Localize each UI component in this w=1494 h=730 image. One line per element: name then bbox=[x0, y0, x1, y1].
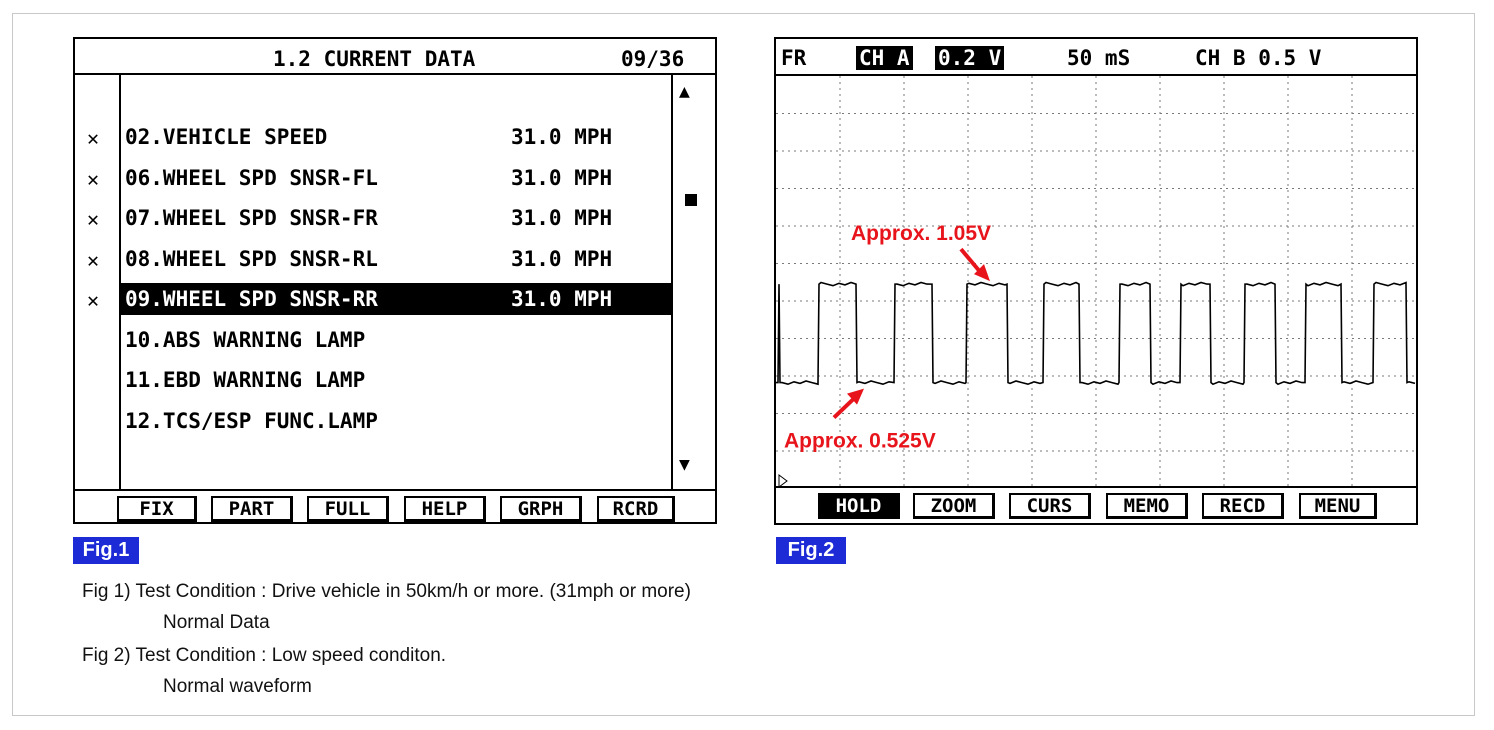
scroll-up-icon[interactable]: ▲ bbox=[679, 81, 690, 102]
cross-icon: ✕ bbox=[87, 207, 100, 231]
cross-icon: ✕ bbox=[87, 126, 100, 150]
recd-button[interactable]: RECD bbox=[1202, 493, 1284, 519]
zoom-button[interactable]: ZOOM bbox=[913, 493, 995, 519]
list-item[interactable] bbox=[87, 283, 671, 315]
item-label: 11.EBD WARNING LAMP bbox=[125, 368, 366, 392]
item-value: 31.0 MPH bbox=[511, 287, 613, 311]
item-label: 06.WHEEL SPD SNSR-FL bbox=[125, 165, 378, 190]
ch-b-label: CH B 0.5 V bbox=[1195, 46, 1322, 70]
item-label: 08.WHEEL SPD SNSR-RL bbox=[125, 246, 378, 271]
panel-header bbox=[75, 39, 715, 75]
timebase-label: 50 mS bbox=[1067, 46, 1131, 70]
screen-title: 1.2 CURRENT DATA bbox=[273, 47, 476, 71]
cross-icon: ✕ bbox=[87, 166, 100, 191]
scroll-thumb[interactable] bbox=[685, 194, 697, 206]
wheel-position-label: FR bbox=[781, 46, 807, 70]
item-label: 10.ABS WARNING LAMP bbox=[125, 327, 366, 352]
item-value: 31.0 MPH bbox=[511, 246, 613, 271]
item-value: 31.0 MPH bbox=[511, 125, 613, 149]
scope-function-bar bbox=[776, 486, 1416, 525]
list-item[interactable] bbox=[121, 324, 671, 356]
item-label: 02.VEHICLE SPEED bbox=[125, 125, 328, 149]
caption-fig2-result: Normal waveform bbox=[163, 676, 312, 697]
data-list bbox=[87, 75, 671, 489]
caption-fig2-condition: Fig 2) Test Condition : Low speed conditon. bbox=[82, 645, 447, 666]
ch-a-label: CH A bbox=[856, 46, 913, 70]
waveform-plot bbox=[776, 76, 1416, 486]
item-value: 31.0 MPH bbox=[511, 206, 613, 230]
scroll-down-icon[interactable]: ▼ bbox=[679, 454, 690, 475]
hold-button[interactable]: HOLD bbox=[818, 493, 900, 519]
memo-button[interactable]: MEMO bbox=[1106, 493, 1188, 519]
waveform-trace bbox=[776, 283, 1415, 385]
item-label: 09.WHEEL SPD SNSR-RR bbox=[125, 287, 378, 311]
help-button[interactable]: HELP bbox=[404, 496, 486, 522]
part-button[interactable]: PART bbox=[211, 496, 293, 522]
list-item[interactable] bbox=[87, 121, 671, 153]
rcrd-button[interactable]: RCRD bbox=[597, 496, 675, 522]
menu-button[interactable]: MENU bbox=[1299, 493, 1377, 519]
scope-header bbox=[776, 39, 1416, 76]
fig1-tag: Fig.1 bbox=[73, 537, 139, 564]
caption-fig1-condition: Fig 1) Test Condition : Drive vehicle in 50km/h or more. (31mph or more) bbox=[82, 581, 691, 602]
annotation-low-voltage: Approx. 0.525V bbox=[784, 429, 936, 453]
full-button[interactable]: FULL bbox=[307, 496, 389, 522]
item-value: 31.0 MPH bbox=[511, 165, 613, 190]
fix-button[interactable]: FIX bbox=[117, 496, 197, 522]
list-item[interactable] bbox=[121, 364, 671, 396]
scrollbar-divider bbox=[671, 75, 673, 489]
ground-marker-icon bbox=[779, 475, 787, 486]
cross-icon: ✕ bbox=[87, 288, 100, 312]
item-label: 07.WHEEL SPD SNSR-FR bbox=[125, 206, 378, 230]
caption-fig1-result: Normal Data bbox=[163, 612, 270, 633]
curs-button[interactable]: CURS bbox=[1009, 493, 1091, 519]
grph-button[interactable]: GRPH bbox=[500, 496, 582, 522]
fig2-tag: Fig.2 bbox=[776, 537, 846, 564]
list-item[interactable] bbox=[87, 243, 671, 275]
list-item[interactable] bbox=[87, 162, 671, 194]
item-label: 12.TCS/ESP FUNC.LAMP bbox=[125, 408, 378, 433]
oscilloscope-panel bbox=[774, 37, 1418, 525]
scanner-current-data-panel bbox=[73, 37, 717, 524]
page-indicator: 09/36 bbox=[621, 47, 685, 71]
ch-a-scale: 0.2 V bbox=[935, 46, 1004, 70]
list-item[interactable] bbox=[87, 202, 671, 234]
list-item[interactable] bbox=[121, 405, 671, 437]
annotation-high-voltage: Approx. 1.05V bbox=[851, 222, 992, 246]
function-key-bar bbox=[75, 489, 715, 524]
cross-icon: ✕ bbox=[87, 247, 100, 272]
